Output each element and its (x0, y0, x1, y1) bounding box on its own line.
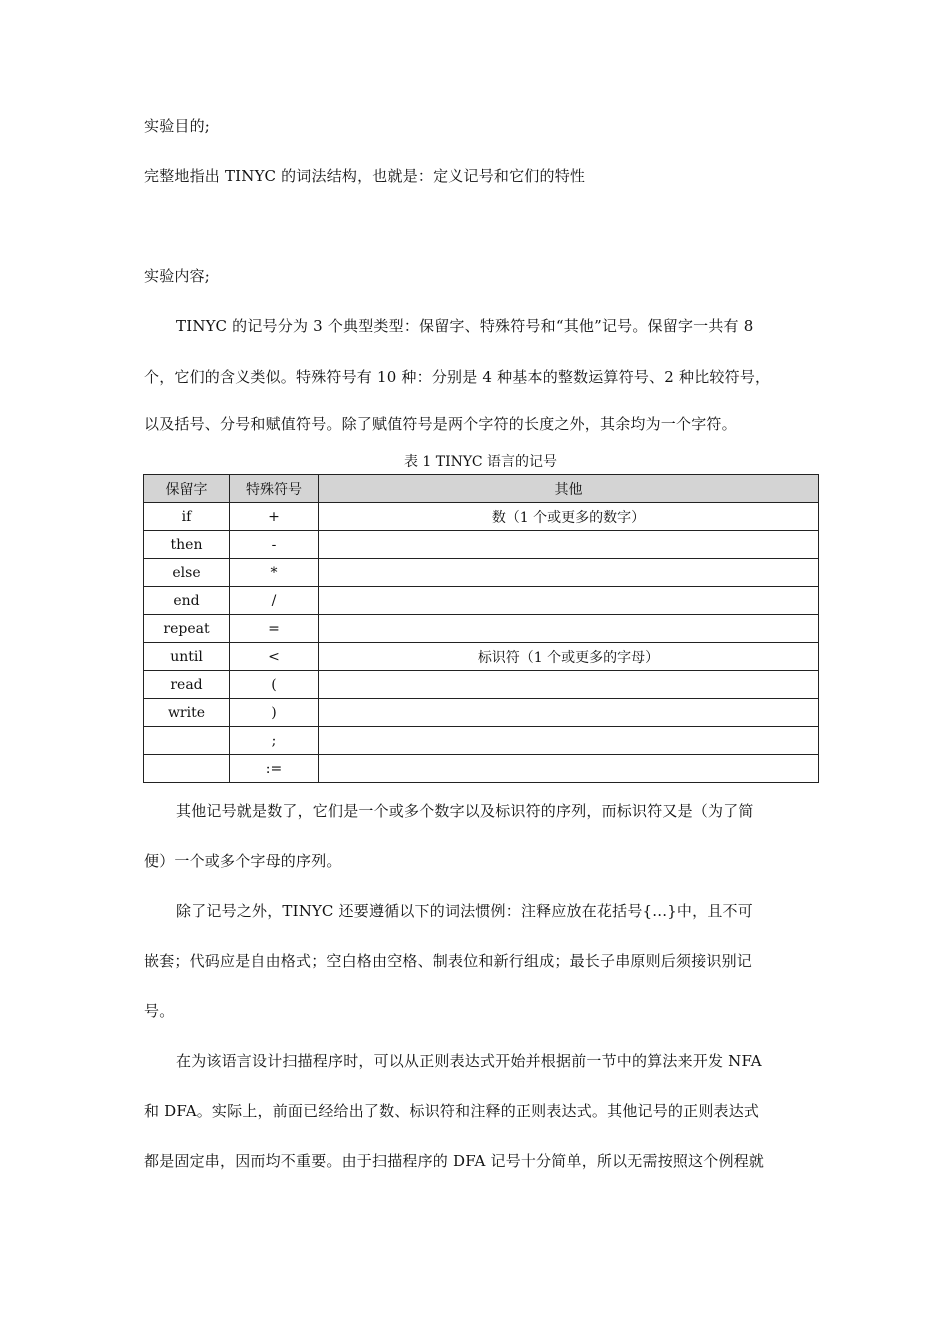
table-cell (319, 587, 819, 615)
table-row (144, 587, 819, 615)
table-cell: ) (230, 699, 319, 727)
table-cell: := (230, 755, 319, 783)
table-cell: write (144, 699, 230, 727)
paragraph-line: 其他记号就是数了，它们是一个或多个数字以及标识符的序列，而标识符又是（为了简 (176, 802, 754, 820)
table-row (144, 755, 819, 783)
table-cell (319, 727, 819, 755)
content-heading: 实验内容; (144, 267, 211, 285)
header-special-symbols: 特殊符号 (230, 475, 319, 503)
table-cell: if (144, 503, 230, 531)
table-cell (319, 559, 819, 587)
table-row (144, 671, 819, 699)
header-other: 其他 (319, 475, 819, 503)
purpose-heading: 实验目的; (144, 117, 211, 135)
paragraph-line: 个，它们的含义类似。特殊符号有 10 种：分别是 4 种基本的整数运算符号、2 种比较符号， (144, 368, 771, 386)
purpose-text: 完整地指出 TINYC 的词法结构，也就是：定义记号和它们的特性 (144, 167, 586, 185)
table-cell (319, 671, 819, 699)
table-cell (319, 755, 819, 783)
table-cell: - (230, 531, 319, 559)
paragraph-line: 便）一个或多个字母的序列。 (144, 852, 342, 870)
table-cell: ; (230, 727, 319, 755)
table-cell: read (144, 671, 230, 699)
token-table (143, 474, 819, 783)
table-cell: / (230, 587, 319, 615)
paragraph-line: TINYC 的记号分为 3 个典型类型：保留字、特殊符号和“其他”记号。保留字一共有 8 (176, 317, 754, 335)
paragraph-line: 除了记号之外，TINYC 还要遵循以下的词法惯例：注释应放在花括号{...}中，且不可 (176, 902, 753, 920)
table-cell: until (144, 643, 230, 671)
table-row (144, 699, 819, 727)
table-cell: repeat (144, 615, 230, 643)
table-cell: < (230, 643, 319, 671)
table-row (144, 559, 819, 587)
table-row (144, 503, 819, 531)
table-cell: * (230, 559, 319, 587)
table-cell: then (144, 531, 230, 559)
paragraph-line: 嵌套；代码应是自由格式；空白格由空格、制表位和新行组成；最长子串原则后须接识别记 (144, 952, 753, 970)
table-cell (319, 531, 819, 559)
table-cell (319, 699, 819, 727)
paragraph-line: 在为该语言设计扫描程序时，可以从正则表达式开始并根据前一节中的算法来开发 NFA (176, 1052, 762, 1070)
table-row (144, 531, 819, 559)
table-row (144, 727, 819, 755)
table-cell: + (230, 503, 319, 531)
table-cell: end (144, 587, 230, 615)
table-row (144, 615, 819, 643)
paragraph-line: 都是固定串，因而均不重要。由于扫描程序的 DFA 记号十分简单，所以无需按照这个例程就 (144, 1152, 765, 1170)
table-cell: 标识符（1 个或更多的字母） (319, 643, 819, 671)
table-cell: ( (230, 671, 319, 699)
table-cell (144, 755, 230, 783)
paragraph-line: 号。 (144, 1002, 175, 1020)
table-row (144, 643, 819, 671)
table-cell: 数（1 个或更多的数字） (319, 503, 819, 531)
table-cell (144, 727, 230, 755)
paragraph-line: 和 DFA。实际上，前面已经给出了数、标识符和注释的正则表达式。其他记号的正则表达式 (144, 1102, 760, 1120)
paragraph-line: 以及括号、分号和赋值符号。除了赋值符号是两个字符的长度之外，其余均为一个字符。 (144, 415, 737, 433)
header-reserved-words: 保留字 (144, 475, 230, 503)
table-header-row (144, 475, 819, 503)
table-cell (319, 615, 819, 643)
table-cell: = (230, 615, 319, 643)
table-cell: else (144, 559, 230, 587)
table-caption: 表 1 TINYC 语言的记号 (403, 454, 558, 470)
